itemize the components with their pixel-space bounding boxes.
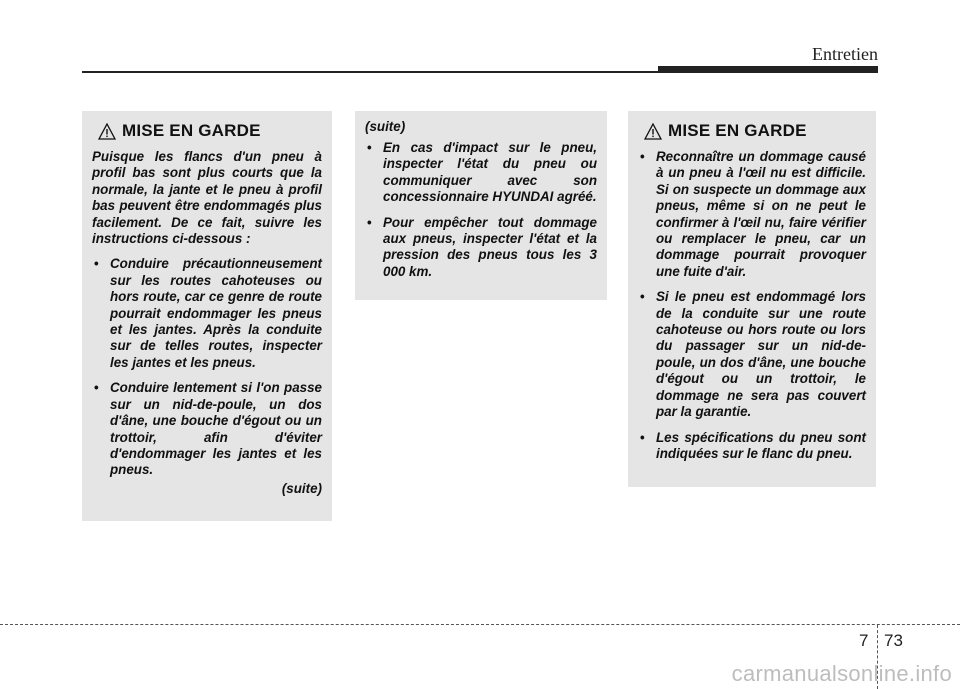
list-item: • Conduire lentement si l'on passe sur un nid-de-poule, un dos d'âne, une bouche d'égout ou un trottoir, afin d'éviter d'endommager les jantes et les pneus.: [94, 380, 322, 478]
warning-box-right: [628, 111, 876, 487]
list-item: • Les spécifications du pneu sont indiquées sur le flanc du pneu.: [640, 429, 866, 461]
list-item: • Reconnaître un dommage causé à un pneu à l'œil nu est difficile. Si on suspecte un dommage aux pneus, même si on ne peut le confirmer à l'œil nu, faire vérifier ou remplacer le pneu, car un dommage pourrait provoquer une fuite d'air.: [640, 149, 866, 279]
warning-heading: [98, 121, 322, 141]
warning-intro: Puisque les flancs d'un pneu à profil bas sont plus courts que la normale, la jante et le pneu à profil bas peuvent être endommagés plus facilement. De ce fait, suivre les instructions ci-dessous :: [92, 149, 322, 247]
warning-triangle-icon: [98, 123, 116, 140]
footer-divider: [0, 624, 960, 625]
warning-triangle-icon: [644, 123, 662, 140]
continued-label: (suite): [365, 119, 406, 134]
continued-label: (suite): [281, 480, 322, 496]
list-item: • Pour empêcher tout dommage aux pneus, inspecter l'état et la pression des pneus tous les 3 000 km.: [367, 214, 597, 279]
warning-heading: [644, 121, 866, 141]
header-title: Entretien: [812, 44, 878, 64]
list-item: • Si le pneu est endommagé lors de la conduite sur une route cahoteuse ou hors route ou lors du passager sur un nid-de-poule, un dos d'âne, une bouche d'égout ou un trottoir, le dommage ne sera pas couvert par la garantie.: [640, 289, 866, 420]
header-rule-thick: [658, 66, 878, 73]
page-number: 73: [884, 631, 903, 650]
list-item: • En cas d'impact sur le pneu, inspecter l'état du pneu ou communiquer avec son concessionnaire HYUNDAI agréé.: [367, 140, 597, 205]
warning-box-left: [82, 111, 332, 521]
list-item: • Conduire précautionneusement sur les routes cahoteuses ou hors route, car ce genre de route pourrait endommager les pneus et les jantes. Après la conduite sur de telles routes, inspecter les jantes et les pneus.: [94, 256, 322, 370]
warning-box-continued: [355, 111, 607, 300]
watermark: carmanualsonline.info: [731, 661, 952, 686]
warning-heading-text: MISE EN GARDE: [668, 121, 807, 140]
warning-heading-text: MISE EN GARDE: [122, 121, 261, 140]
header-rule: [82, 71, 660, 73]
section-number: 7: [859, 631, 869, 650]
